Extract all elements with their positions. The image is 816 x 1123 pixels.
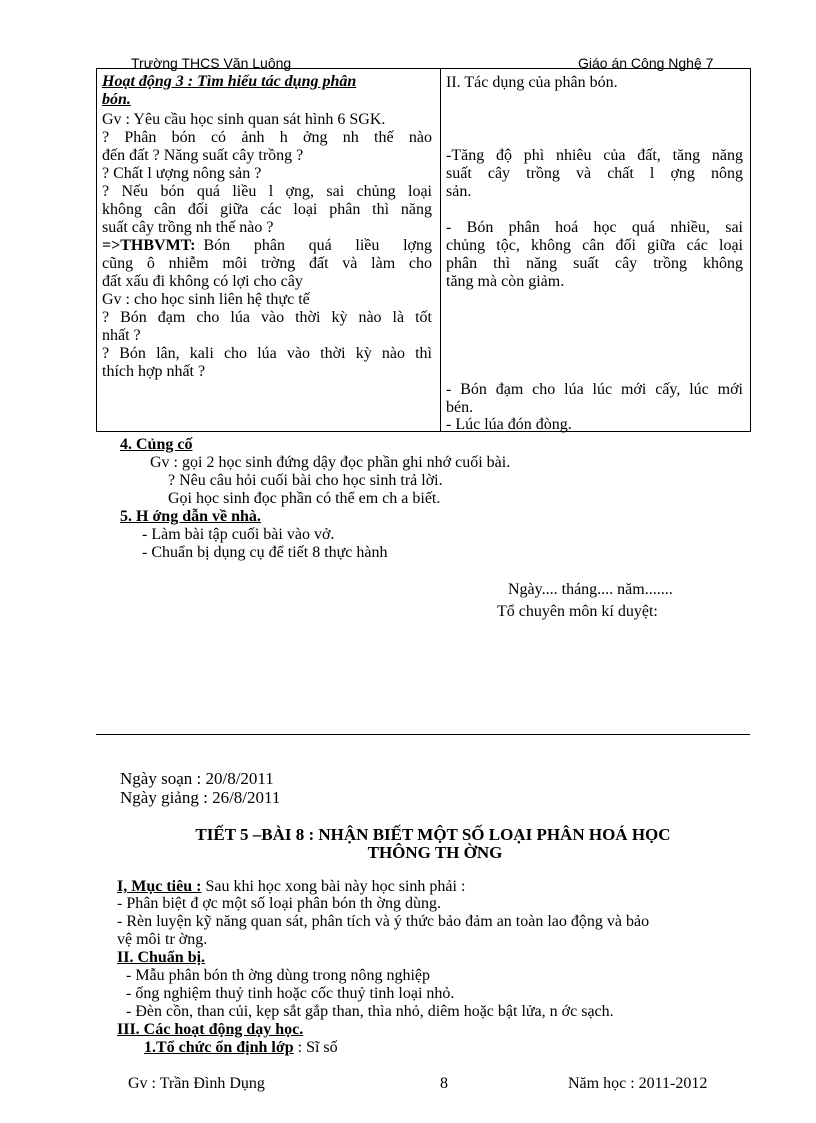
table-column-divider [440,69,441,431]
footer-page-number: 8 [440,1075,448,1092]
preparation-item: - Mẫu phân bón th ờng dùng trong nông nghiệp [126,967,430,984]
section-divider [96,734,750,735]
left-line: không cân đối giữa các loại phân thì năng [102,201,432,218]
preparation-item: - Đèn cồn, than củi, kẹp sắt gắp than, thìa nhỏ, diêm hoặc bật lửa, n ớc sạch. [126,1003,614,1020]
header-school: Trường THCS Văn Luông [131,55,292,71]
left-line: suất cây trồng nh thế nào ? [102,219,274,236]
org-line [144,1039,338,1057]
objectives-intro: Sau khi học xong bài này học sinh phải : [205,878,466,895]
thbvmt-text: Bón phân quá liều lợng [203,237,432,254]
left-line: ? Nếu bón quá liều l ợng, sai chủng loại [102,183,432,200]
prep-date-line [120,770,274,788]
objectives-title: I, Mục tiêu : [117,878,202,895]
teach-date-label: Ngày giảng : [120,788,208,807]
org-title: 1.Tổ chức ổn định lớp [144,1039,294,1056]
consolidation-title: 4. Củng cố [120,436,193,453]
left-line: thích hợp nhất ? [102,363,206,380]
right-line: - Bón đạm cho lúa lúc mới cấy, lúc mới [446,381,743,398]
preparation-item: - ống nghiệm thuỷ tinh hoặc cốc thuỷ tinh loại nhỏ. [126,985,455,1002]
left-line: Gv : Yêu cầu học sinh quan sát hình 6 SGK. [102,111,386,128]
left-line: Gv : cho học sinh liên hệ thực tế [102,291,310,308]
consolidation-line: Gv : gọi 2 học sinh đứng dậy đọc phần ghi nhớ cuối bài. [150,454,511,471]
right-line: - Bón phân hoá học quá nhiều, sai [446,219,743,236]
teach-date-line [120,789,280,807]
objective-item: - Phân biệt đ ợc một số loại phân bón th ờng dùng. [117,895,441,912]
left-line: ? Chất l ượng nông sản ? [102,165,262,182]
prep-date-value: 20/8/2011 [205,769,274,788]
lesson-title: TIẾT 5 –BÀI 8 : NHẬN BIẾT MỘT SỐ LOẠI PHÂN HOÁ HỌC [195,825,671,844]
homework-line: - Chuẩn bị dụng cụ để tiết 8 thực hành [142,544,388,561]
right-line: chủng tộc, không cân đối giữa các loại [446,237,743,254]
right-line: phân thì năng suất cây trồng không [446,255,743,272]
signature-approval: Tổ chuyên môn kí duyệt: [497,603,658,620]
right-line: tăng mà còn giảm. [446,273,565,290]
activity-title: Hoạt động 3 : Tìm hiểu tác dụng phân [102,73,357,90]
homework-title: 5. H ớng dẫn về nhà. [120,508,261,525]
right-heading: II. Tác dụng của phân bón. [446,74,618,91]
preparation-title: II. Chuẩn bị. [117,949,206,966]
right-line: - Lúc lúa đón đòng. [446,416,572,433]
right-line: -Tăng độ phì nhiêu của đất, tăng năng [446,147,743,164]
org-rest: : Sĩ số [297,1039,338,1056]
activity-title-cont: bón. [102,91,131,108]
left-line: đến đất ? Năng suất cây trồng ? [102,147,304,164]
left-line: ? Bón lân, kali cho lúa vào thời kỳ nào thì [102,345,432,362]
left-line: đất xấu đi không có lợi cho cây [102,273,303,290]
objective-item: vệ môi tr ờng. [117,931,208,948]
objective-item: - Rèn luyện kỹ năng quan sát, phân tích và ý thức bảo đảm an toàn lao động và bảo [117,913,650,930]
lesson-title-cont: THÔNG TH ỜNG [367,843,503,862]
teach-date-value: 26/8/2011 [212,788,281,807]
left-line: nhất ? [102,327,141,344]
consolidation-line: Gọi học sinh đọc phần có thể em ch a biết. [168,490,441,507]
left-line: ? Bón đạm cho lúa vào thời kỳ nào là tốt [102,309,432,326]
left-line: ? Phân bón có ảnh h ởng nh thế nào [102,129,432,146]
left-line: cũng ô nhiễm môi trờng đất và làm cho [102,255,432,272]
header-subject: Giáo án Công Nghệ 7 [578,55,714,71]
prep-date-label: Ngày soạn : [120,769,202,788]
right-line: bén. [446,399,474,416]
right-line: suất cây trồng và chất l ợng nông [446,165,743,182]
footer-teacher: Gv : Trần Đình Dụng [128,1075,265,1092]
activities-title: III. Các hoạt động dạy học. [117,1021,304,1038]
thbvmt-line [102,237,432,255]
footer-school-year: Năm học : 2011-2012 [568,1075,708,1092]
objectives-line [117,878,465,896]
homework-line: - Làm bài tập cuối bài vào vở. [142,526,335,543]
thbvmt-label: =>THBVMT: [102,237,196,254]
signature-date: Ngày.... tháng.... năm....... [508,581,673,598]
right-line: sản. [446,183,472,200]
consolidation-line: ? Nêu câu hỏi cuối bài cho học sinh trả lời. [168,472,443,489]
